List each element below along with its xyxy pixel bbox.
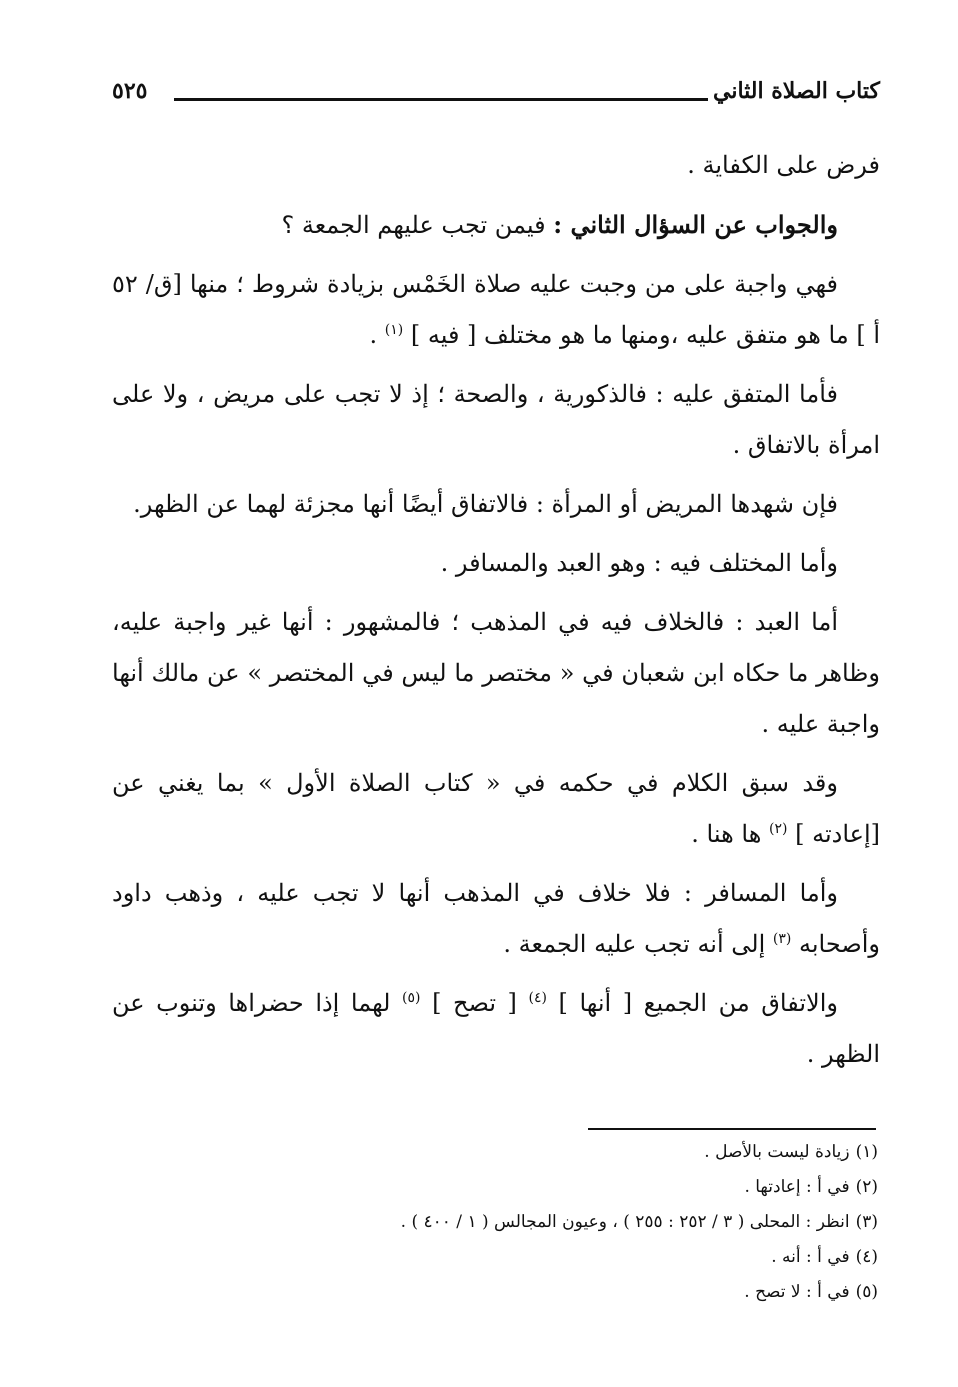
paragraph-7: أما العبد : فالخلاف فيه في المذهب ؛ فالمشهور : أنها غير واجبة عليه، وظاهر ما حكاه ابن شعبان في « مختصر ما ليس في المختصر » عن مالك أنها واجبة عليه . <box>112 608 880 738</box>
footnotes <box>112 1135 878 1310</box>
paragraph-10 <box>112 978 880 1080</box>
paragraph-10-middle: [ تصح ] <box>420 989 529 1017</box>
paragraph-8-before: وقد سبق الكلام في حكمه في « كتاب الصلاة الأول » بما يغني عن [إعادته ] <box>112 769 880 848</box>
paragraph-9-before: وأما المسافر : فلا خلاف في المذهب أنها لا تجب عليه ، وذهب داود وأصحابه <box>112 879 880 958</box>
footnote-text: في أ : لا تصح . <box>744 1282 850 1302</box>
footnote-5 <box>112 1275 878 1310</box>
main-text <box>112 140 880 1088</box>
footnote-ref-3: (٣) <box>772 931 792 947</box>
paragraph-2 <box>112 199 880 251</box>
footnote-number: (٥) <box>855 1282 878 1302</box>
paragraph-8 <box>112 758 880 860</box>
paragraph-4: فأما المتفق عليه : فالذكورية ، والصحة ؛ إذ لا تجب على مريض ، ولا على امرأة بالاتفاق . <box>112 380 880 459</box>
paragraph-10-before: والاتفاق من الجميع [ أنها ] <box>546 989 838 1017</box>
paragraph-10-after: لهما إذا حضراها وتنوب عن الظهر . <box>112 989 880 1068</box>
paragraph-8-after: ها هنا . <box>691 820 769 848</box>
page-header <box>112 78 880 118</box>
paragraph-9-after: إلى أنه تجب عليه الجمعة . <box>503 930 773 958</box>
header-rule <box>174 98 708 101</box>
footnote-text: زيادة ليست بالأصل . <box>704 1142 850 1162</box>
footnote-ref-5: (٥) <box>402 990 421 1006</box>
footnote-4 <box>112 1240 878 1275</box>
footnote-number: (١) <box>855 1142 878 1162</box>
footnote-text: في أ : إعادتها . <box>744 1177 850 1197</box>
footnote-3 <box>112 1205 878 1240</box>
question-heading: والجواب عن السؤال الثاني : <box>553 210 838 239</box>
footnote-text: في أ : أنه . <box>771 1247 850 1267</box>
question-text: فيمن تجب عليهم الجمعة ؟ <box>281 211 554 239</box>
footnote-1 <box>112 1135 878 1170</box>
paragraph-3-end: . <box>369 321 385 349</box>
running-title: كتاب الصلاة الثاني <box>712 78 880 104</box>
footnote-number: (٢) <box>855 1177 878 1197</box>
paragraph-6: وأما المختلف فيه : وهو العبد والمسافر . <box>440 549 838 577</box>
paragraph-1: فرض على الكفاية . <box>687 151 880 179</box>
footnote-text: انظر : المحلى ( ٣ / ٢٥٢ : ٢٥٥ ) ، وعيون المجالس ( ١ / ٤٠٠ ) . <box>400 1212 850 1232</box>
footnote-separator <box>588 1128 876 1130</box>
footnote-ref-4: (٤) <box>528 990 547 1006</box>
footnote-ref-1: (١) <box>384 322 404 338</box>
footnote-number: (٣) <box>855 1212 878 1232</box>
page-number: ٥٢٥ <box>112 78 148 104</box>
footnote-ref-2: (٢) <box>769 821 788 837</box>
paragraph-9 <box>112 868 880 970</box>
paragraph-3-text: فهي واجبة على من وجبت عليه صلاة الخَمْس بزيادة شروط ؛ منها [ق/ ٥٢ أ ] ما هو متفق عليه ،ومنها ما هو مختلف [ فيه ] <box>112 270 880 349</box>
paragraph-3 <box>112 259 880 361</box>
footnote-2 <box>112 1170 878 1205</box>
footnote-number: (٤) <box>855 1247 878 1267</box>
paragraph-5: فإن شهدها المريض أو المرأة : فالاتفاق أيضًا أنها مجزئة لهما عن الظهر. <box>133 490 838 518</box>
